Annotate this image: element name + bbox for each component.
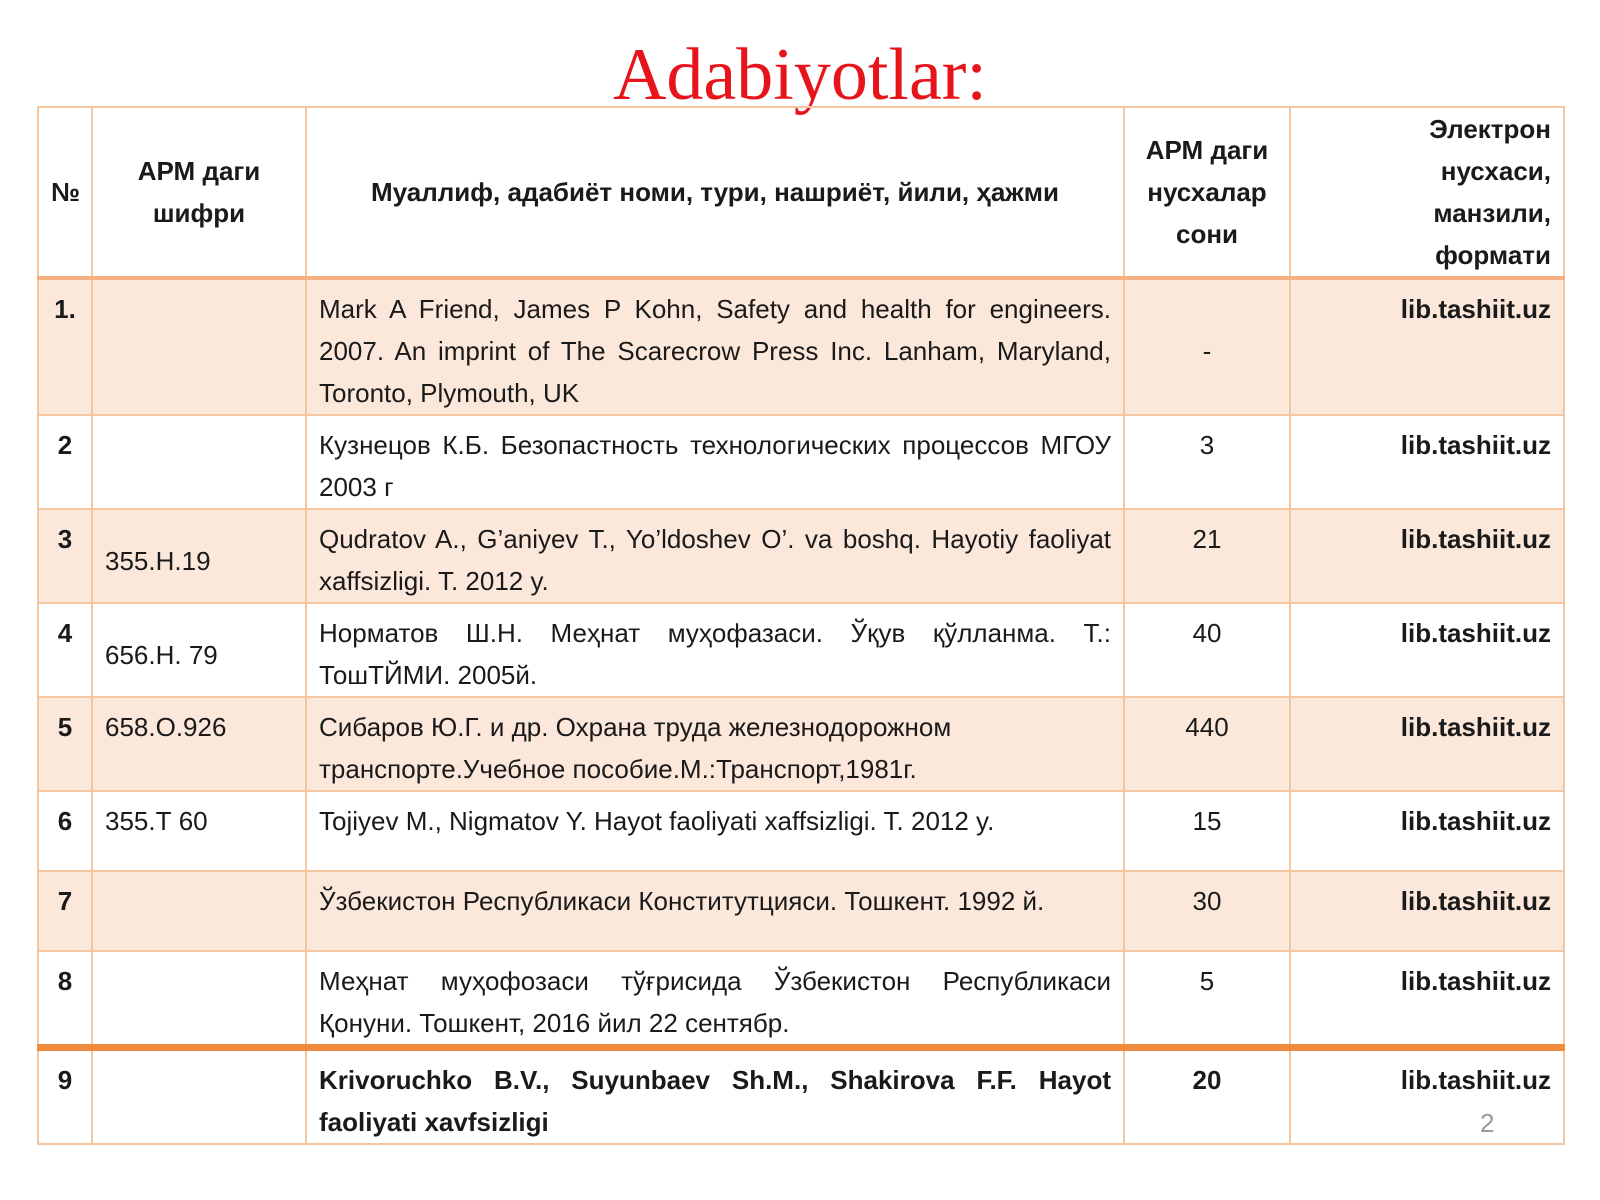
row-number: 2 <box>38 415 92 509</box>
row-link[interactable]: lib.tashiit.uz <box>1290 603 1564 697</box>
row-reference: Tojiyev M., Nigmatov Y. Hayot faoliyati xaffsizligi. T. 2012 y. <box>306 791 1124 871</box>
row-link[interactable]: lib.tashiit.uz <box>1290 871 1564 951</box>
table-row <box>38 415 1564 509</box>
table-row <box>38 791 1564 871</box>
row-link[interactable]: lib.tashiit.uz <box>1290 1048 1564 1145</box>
page-number: 2 <box>1480 1108 1495 1138</box>
row-reference: Норматов Ш.Н. Меҳнат муҳофазаси. Ўқув қўлланма. Т.: ТошТЙМИ. 2005й. <box>306 603 1124 697</box>
header-electronic: Электрон нусхаси, манзили, формати <box>1290 107 1564 278</box>
row-code: 355.Т 60 <box>92 791 306 871</box>
row-reference: Krivoruchko B.V., Suyunbaev Sh.M., Shakirova F.F. Hayot faoliyati xavfsizligi <box>306 1048 1124 1145</box>
row-reference: Mark A Friend, James P Kohn, Safety and health for engineers. 2007. An imprint of The Scarecrow Press Inc. Lanham, Maryland, Toronto, Plymouth, UK <box>306 278 1124 415</box>
row-reference: Ўзбекистон Республикаси Конститутцияси. Тошкент. 1992 й. <box>306 871 1124 951</box>
row-link[interactable]: lib.tashiit.uz <box>1290 415 1564 509</box>
table-row <box>38 278 1564 415</box>
row-reference: Сибаров Ю.Г. и др. Охрана труда железнодорожном транспорте.Учебное пособие.М.:Транспорт,1981г. <box>306 697 1124 791</box>
row-code: 355.Н.19 <box>92 509 306 603</box>
row-link[interactable]: lib.tashiit.uz <box>1290 278 1564 415</box>
row-code: 658.О.926 <box>92 697 306 791</box>
table-header-row <box>38 107 1564 278</box>
row-reference: Кузнецов К.Б. Безопастность технологических процессов МГОУ 2003 г <box>306 415 1124 509</box>
row-number: 8 <box>38 951 92 1048</box>
row-code <box>92 278 306 415</box>
row-number: 4 <box>38 603 92 697</box>
row-code: 656.Н. 79 <box>92 603 306 697</box>
table-row <box>38 1048 1564 1145</box>
table-row <box>38 603 1564 697</box>
header-number: № <box>38 107 92 278</box>
row-link[interactable]: lib.tashiit.uz <box>1290 697 1564 791</box>
row-copies: 15 <box>1124 791 1290 871</box>
row-reference: Qudratov A., G’aniyev T., Yo’ldoshev O’. va boshq. Hayotiy faoliyat xaffsizligi. T. 2012 y. <box>306 509 1124 603</box>
row-code <box>92 1048 306 1145</box>
table-row <box>38 871 1564 951</box>
row-link[interactable]: lib.tashiit.uz <box>1290 509 1564 603</box>
row-number: 1. <box>38 278 92 415</box>
row-code <box>92 415 306 509</box>
row-copies: 3 <box>1124 415 1290 509</box>
row-copies: 30 <box>1124 871 1290 951</box>
row-link[interactable]: lib.tashiit.uz <box>1290 791 1564 871</box>
header-code: АРМ даги шифри <box>92 107 306 278</box>
row-code <box>92 871 306 951</box>
row-copies: 5 <box>1124 951 1290 1048</box>
row-copies: - <box>1124 278 1290 415</box>
row-number: 9 <box>38 1048 92 1145</box>
row-number: 6 <box>38 791 92 871</box>
header-copies: АРМ даги нусхалар сони <box>1124 107 1290 278</box>
row-copies: 20 <box>1124 1048 1290 1145</box>
row-copies: 40 <box>1124 603 1290 697</box>
row-reference: Меҳнат муҳофозаси тўғрисида Ўзбекистон Республикаси Қонуни. Тошкент, 2016 йил 22 сентябр. <box>306 951 1124 1048</box>
row-copies: 440 <box>1124 697 1290 791</box>
literature-table <box>37 106 1565 1145</box>
row-number: 7 <box>38 871 92 951</box>
row-copies: 21 <box>1124 509 1290 603</box>
table-row <box>38 951 1564 1048</box>
row-link[interactable]: lib.tashiit.uz <box>1290 951 1564 1048</box>
table-row <box>38 509 1564 603</box>
row-code <box>92 951 306 1048</box>
slide-title: Adabiyotlar: <box>612 34 987 116</box>
header-reference: Муаллиф, адабиёт номи, тури, нашриёт, йили, ҳажми <box>306 107 1124 278</box>
row-number: 3 <box>38 509 92 603</box>
row-number: 5 <box>38 697 92 791</box>
table-row <box>38 697 1564 791</box>
